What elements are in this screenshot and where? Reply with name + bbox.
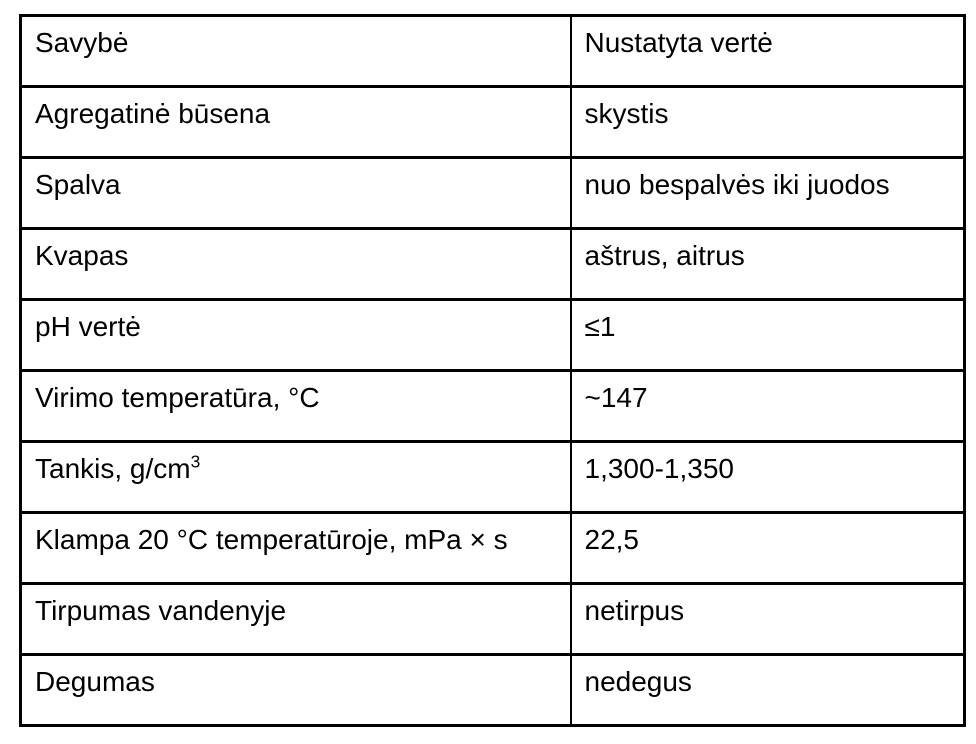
property-cell	[21, 513, 571, 584]
property-cell	[21, 442, 571, 513]
property-cell	[21, 229, 571, 300]
property-cell	[21, 371, 571, 442]
table-row	[21, 655, 965, 726]
table-row	[21, 229, 965, 300]
header-row	[21, 16, 965, 87]
table-row	[21, 584, 965, 655]
cell-text: Tirpumas vandenyje	[35, 595, 287, 626]
cell-text: Spalva	[35, 169, 121, 200]
table-row	[21, 300, 965, 371]
cell-text: ≤1	[584, 311, 616, 342]
superscript-text: 3	[190, 451, 201, 472]
cell-text: 1,300-1,350	[584, 453, 734, 484]
table-body	[21, 87, 965, 726]
table-row	[21, 158, 965, 229]
table-header	[21, 16, 965, 87]
cell-text: Kvapas	[35, 240, 129, 271]
cell-text: Degumas	[35, 666, 155, 697]
header-value-cell: Nustatyta vertė	[571, 16, 965, 87]
property-cell	[21, 87, 571, 158]
property-cell	[21, 655, 571, 726]
cell-text: aštrus, aitrus	[584, 240, 745, 271]
cell-text: ~147	[584, 382, 648, 413]
value-cell	[571, 229, 965, 300]
table-row	[21, 371, 965, 442]
cell-text: skystis	[584, 98, 669, 129]
cell-text: 22,5	[584, 524, 639, 555]
cell-text: nuo bespalvės iki juodos	[584, 169, 890, 200]
value-cell	[571, 300, 965, 371]
property-cell	[21, 300, 571, 371]
cell-text: Agregatinė būsena	[35, 98, 271, 129]
cell-text: Virimo temperatūra, °C	[35, 382, 320, 413]
cell-text: nedegus	[584, 666, 692, 697]
value-cell	[571, 442, 965, 513]
properties-table	[19, 14, 966, 727]
value-cell	[571, 371, 965, 442]
cell-text: Klampa 20 °C temperatūroje, mPa × s	[35, 524, 508, 555]
property-cell	[21, 584, 571, 655]
value-cell	[571, 584, 965, 655]
cell-text: Tankis, g/cm	[35, 453, 191, 484]
table-row	[21, 442, 965, 513]
value-cell	[571, 158, 965, 229]
table-row	[21, 513, 965, 584]
header-property-cell: Savybė	[21, 16, 571, 87]
value-cell	[571, 655, 965, 726]
property-cell	[21, 158, 571, 229]
value-cell	[571, 513, 965, 584]
cell-text: pH vertė	[35, 311, 141, 342]
table-row	[21, 87, 965, 158]
cell-text: netirpus	[584, 595, 685, 626]
value-cell	[571, 87, 965, 158]
